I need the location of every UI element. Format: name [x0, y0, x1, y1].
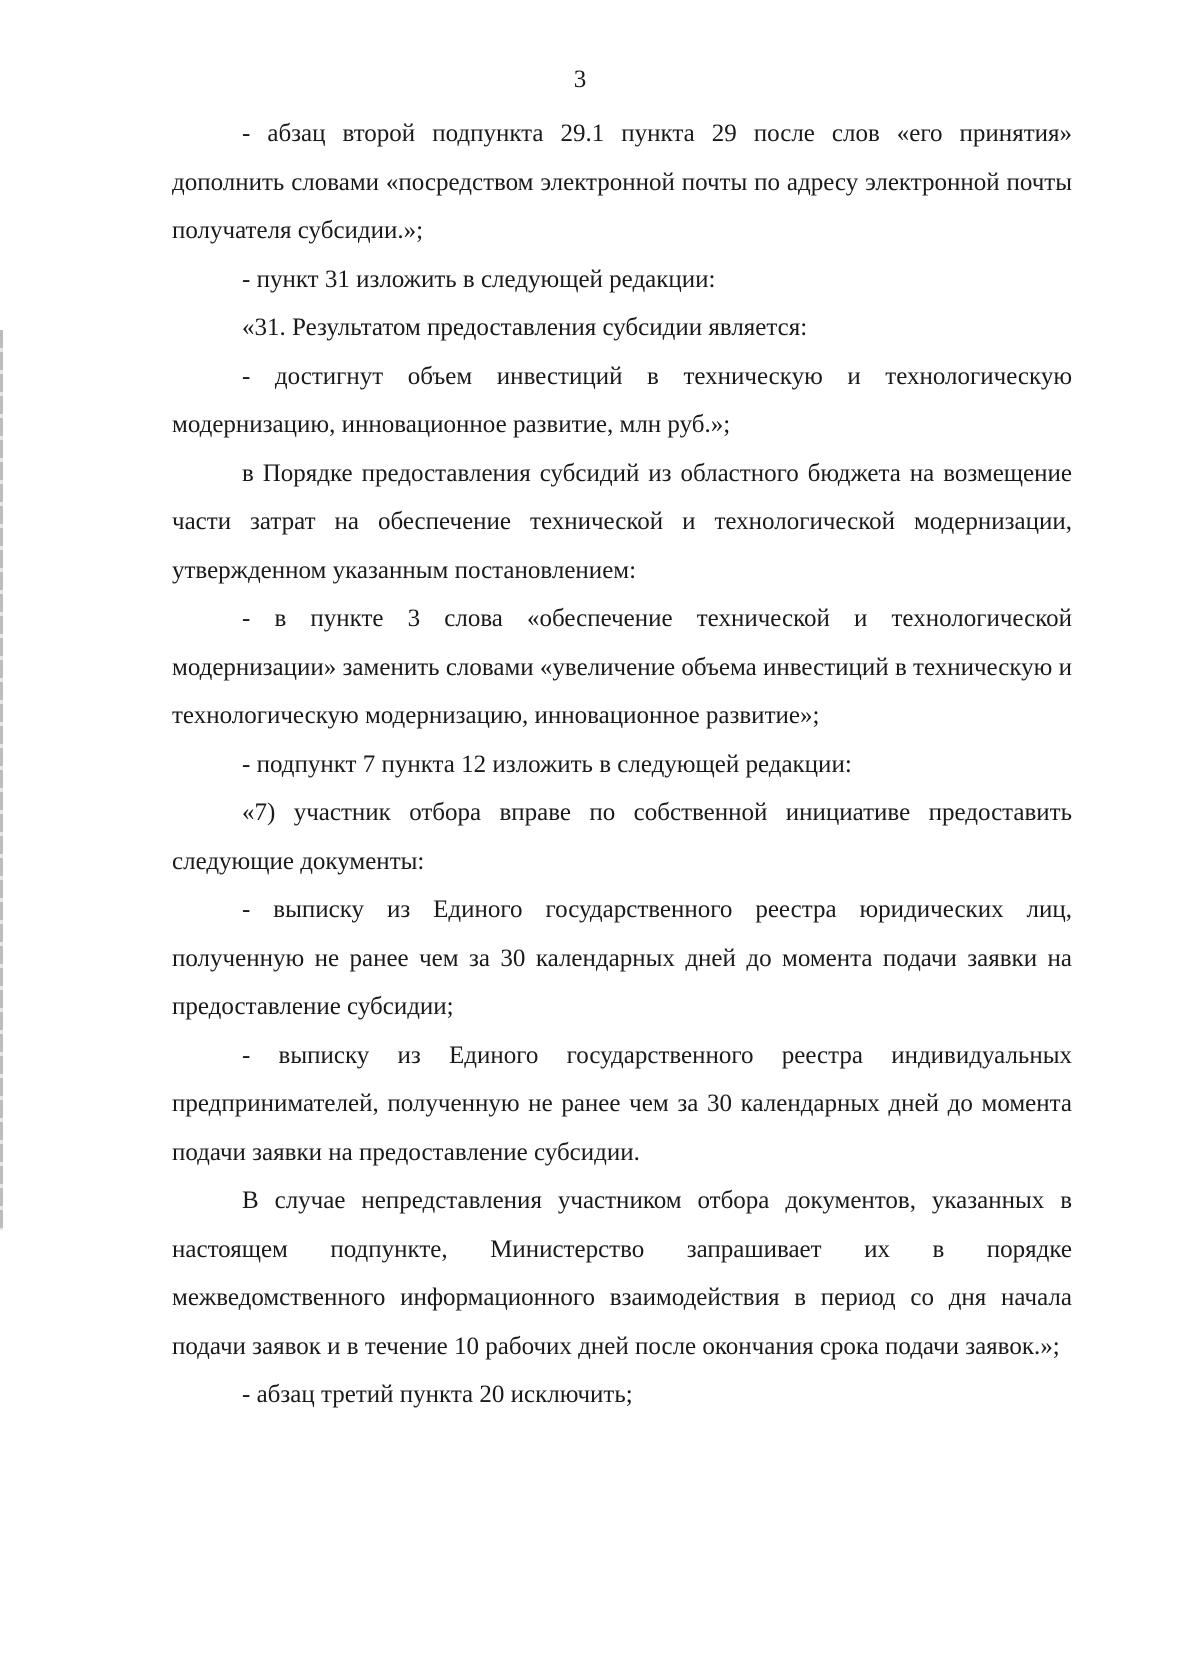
paragraph: - выписку из Единого государственного реестра юридических лиц, полученную не ранее чем за 30 календарных дней до момента подачи заявки на предоставление субсидии; — [172, 896, 1072, 1020]
paragraph: - подпункт 7 пункта 12 изложить в следующей редакции: — [242, 750, 852, 778]
paragraph: в Порядке предоставления субсидий из областного бюджета на возмещение части затрат на обеспечение технической и технологической модернизации, утвержденном указанным постановлением: — [172, 459, 1072, 584]
paragraph: - в пункте 3 слова «обеспечение технической и технологической модернизации» заменить словами «увеличение объема инвестиций в техническую и технологическую модернизацию, инновационное развитие»; — [172, 605, 1072, 729]
paragraph: «7) участник отбора вправе по собственной инициативе предоставить следующие документы: — [172, 799, 1072, 875]
paragraph: «31. Результатом предоставления субсидии является: — [242, 314, 808, 341]
scan-edge — [0, 330, 3, 1230]
page-number: 3 — [573, 66, 587, 93]
paragraph: - достигнут объем инвестиций в техническую и технологическую модернизацию, инновационное развитие, млн руб.»; — [172, 362, 1072, 438]
paragraph: В случае непредставления участником отбора документов, указанных в настоящем подпункте, Министерство запрашивает их в порядке межведомственного информационного взаимодействия в период со дня начала подачи заявок и в течение 10 рабочих дней после окончания срока подачи заявок.»; — [172, 1187, 1072, 1360]
document-body — [172, 110, 1072, 1420]
paragraph: - абзац третий пункта 20 исключить; — [242, 1381, 633, 1408]
paragraph: - выписку из Единого государственного реестра индивидуальных предпринимателей, полученную не ранее чем за 30 календарных дней до момента подачи заявки на предоставление субсидии. — [172, 1041, 1072, 1166]
paragraph: - абзац второй подпункта 29.1 пункта 29 после слов «его принятия» дополнить словами «посредством электронной почты по адресу электронной почты получателя субсидии.»; — [172, 120, 1072, 244]
paragraph: - пункт 31 изложить в следующей редакции: — [242, 265, 716, 293]
